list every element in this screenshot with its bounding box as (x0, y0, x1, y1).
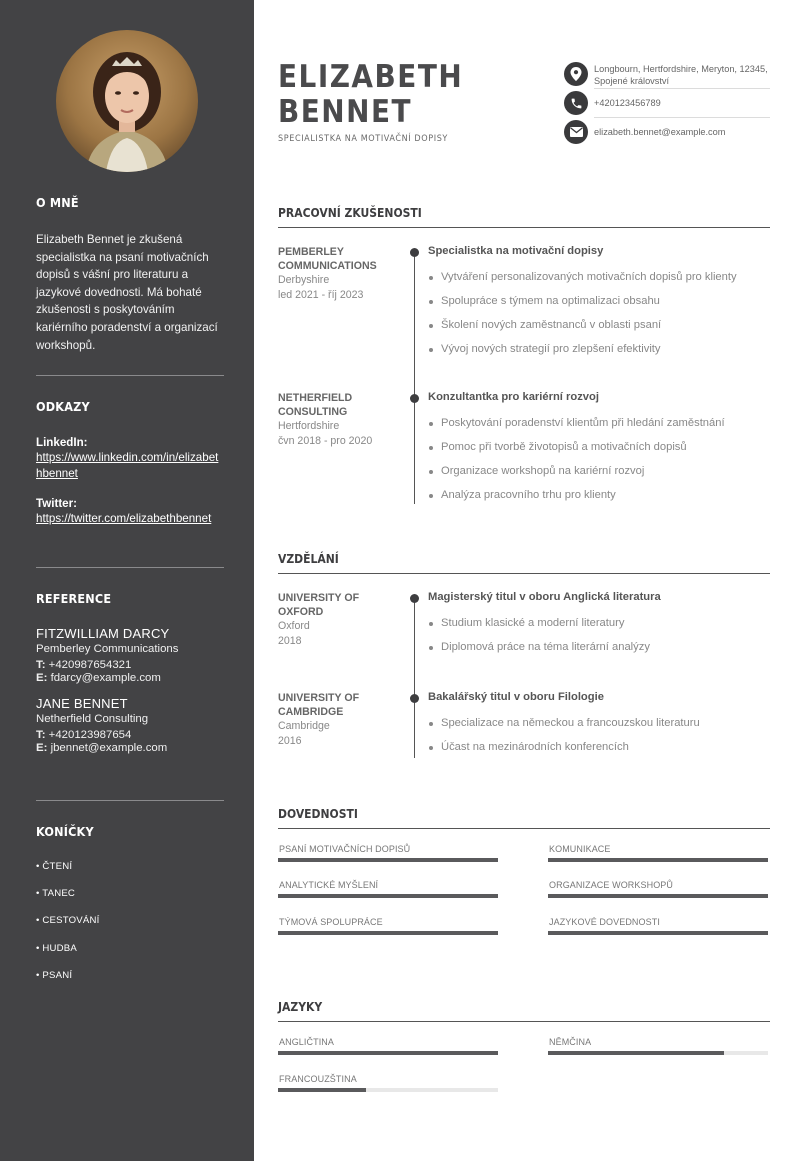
skill-item (278, 880, 498, 898)
org-name: COMMUNICATIONS (278, 260, 377, 272)
education-entry-org (278, 591, 398, 648)
reference-company: Netherfield Consulting (36, 713, 149, 725)
reference-item (36, 626, 224, 684)
section-rule (278, 227, 770, 228)
bullet-item: Organizace workshopů na kariérní rozvoj (428, 465, 725, 489)
bullet-item: Specializace na německou a francouzskou literaturu (428, 717, 700, 741)
reference-email: E: fdarcy@example.com (36, 672, 161, 684)
languages-title: JAZYKY (278, 1000, 323, 1014)
language-bar-fill (278, 1051, 498, 1055)
org-name: PEMBERLEY (278, 246, 344, 258)
hobbies-title: KONÍČKY (36, 824, 94, 839)
reference-company: Pemberley Communications (36, 643, 179, 655)
skill-item (548, 917, 768, 935)
language-bar (548, 1051, 768, 1055)
contact-block (564, 62, 770, 152)
org-dates: 2018 (278, 634, 302, 647)
name-last: BENNET (278, 94, 413, 130)
role-bullets (428, 417, 725, 513)
bullet-item: Účast na mezinárodních konferencích (428, 741, 700, 765)
about-section (36, 195, 224, 354)
sidebar-divider (36, 375, 224, 376)
language-item (548, 1037, 768, 1055)
timeline-dot (410, 694, 419, 703)
job-title: SPECIALISTKA NA MOTIVAČNÍ DOPISY (278, 134, 448, 144)
skill-label: KOMUNIKACE (549, 844, 611, 854)
education-entry-org (278, 691, 398, 748)
org-name: CONSULTING (278, 406, 348, 418)
reference-name: FITZWILLIAM DARCY (36, 626, 170, 641)
reference-item (36, 696, 224, 754)
org-name: OXFORD (278, 606, 324, 618)
skill-label: ANALYTICKÉ MYŠLENÍ (279, 880, 379, 890)
skill-label: PSANÍ MOTIVAČNÍCH DOPISŮ (279, 844, 411, 854)
skill-bar-fill (278, 894, 498, 898)
skill-item (278, 844, 498, 862)
skill-bar (548, 858, 768, 862)
language-label: NĚMČINA (549, 1037, 592, 1047)
language-label: FRANCOUZŠTINA (279, 1074, 357, 1084)
sidebar (0, 0, 254, 1161)
education-timeline (414, 598, 415, 758)
skill-bar (278, 931, 498, 935)
language-item (278, 1074, 498, 1092)
reference-phone: T: +420987654321 (36, 659, 132, 671)
skill-label: TÝMOVÁ SPOLUPRÁCE (279, 917, 383, 927)
language-bar (278, 1088, 498, 1092)
org-dates: led 2021 - říj 2023 (278, 288, 364, 301)
reference-name: JANE BENNET (36, 696, 128, 711)
links-section (36, 399, 224, 527)
hobby-item: • ČTENÍ (36, 861, 73, 872)
sidebar-divider (36, 800, 224, 801)
hobby-item: • HUDBA (36, 942, 78, 954)
sidebar-divider (36, 567, 224, 568)
skill-item (278, 917, 498, 935)
skill-bar-fill (548, 894, 768, 898)
skill-bar-fill (278, 931, 498, 935)
skill-item (548, 844, 768, 862)
org-name: UNIVERSITY OF (278, 692, 360, 704)
contact-divider (594, 88, 770, 89)
skill-bar (548, 931, 768, 935)
role-bullets (428, 271, 737, 367)
org-name: NETHERFIELD (278, 392, 353, 404)
skill-label: JAZYKOVÉ DOVEDNOSTI (549, 917, 660, 927)
skill-bar (548, 894, 768, 898)
profile-photo (56, 30, 198, 172)
twitter-label: Twitter: (36, 497, 78, 510)
org-name: CAMBRIDGE (278, 706, 344, 718)
skill-label: ORGANIZACE WORKSHOPŮ (549, 880, 674, 890)
skill-bar-fill (278, 858, 498, 862)
role-title: Specialistka na motivační dopisy (428, 245, 604, 257)
reference-email: E: jbennet@example.com (36, 742, 168, 754)
phone-icon (564, 91, 588, 115)
linkedin-label: LinkedIn: (36, 436, 88, 449)
email-icon (564, 120, 588, 144)
skill-item (548, 880, 768, 898)
location-pin-icon (564, 62, 588, 86)
contact-phone[interactable]: +420123456789 (594, 98, 661, 108)
language-bar-fill (548, 1051, 724, 1055)
bullet-item: Diplomová práce na téma literární analýzy (428, 641, 650, 665)
org-place: Derbyshire (278, 274, 330, 286)
hobbies-list (36, 861, 224, 997)
language-label: ANGLIČTINA (279, 1037, 335, 1047)
org-place: Oxford (278, 620, 310, 632)
bullet-item: Studium klasické a moderní literatury (428, 617, 650, 641)
about-text: Elizabeth Bennet je zkušená specialistka na psaní motivačních dopisů s vášní pro literaturu a jazykové dovednosti. Má bohaté zkušenosti s poskytováním kariérního poradenství a organizací workshopů. (36, 233, 218, 352)
org-place: Hertfordshire (278, 420, 340, 432)
bullet-item: Spolupráce s týmem na optimalizaci obsahu (428, 295, 737, 319)
about-title: O MNĚ (36, 195, 79, 210)
org-name: UNIVERSITY OF (278, 592, 360, 604)
degree-title: Bakalářský titul v oboru Filologie (428, 691, 604, 703)
hobby-item: • TANEC (36, 888, 76, 900)
education-title: VZDĚLÁNÍ (278, 552, 339, 566)
references-title: REFERENCE (36, 591, 112, 606)
experience-title: PRACOVNÍ ZKUŠENOSTI (278, 206, 422, 220)
org-dates: 2016 (278, 734, 302, 747)
timeline-dot (410, 394, 419, 403)
language-bar-fill (278, 1088, 366, 1092)
bullet-item: Poskytování poradenství klientům při hledání zaměstnání (428, 417, 725, 441)
degree-title: Magisterský titul v oboru Anglická literatura (428, 591, 661, 603)
reference-phone: T: +420123987654 (36, 729, 132, 741)
experience-entry-org (278, 391, 398, 448)
skills-title: DOVEDNOSTI (278, 807, 358, 821)
language-item (278, 1037, 498, 1055)
bullet-item: Školení nových zaměstnanců v oblasti psaní (428, 319, 737, 343)
contact-divider (594, 117, 770, 118)
link-linkedin (36, 436, 224, 482)
bullet-item: Vývoj nových strategií pro zlepšení efektivity (428, 343, 737, 367)
hobby-item: • PSANÍ (36, 969, 73, 981)
role-title: Konzultantka pro kariérní rozvoj (428, 391, 599, 403)
references-section (36, 591, 224, 754)
contact-address: Longbourn, Hertfordshire, Meryton, 12345, Spojené království (594, 64, 768, 86)
section-rule (278, 828, 770, 829)
experience-entry-org (278, 245, 398, 302)
skill-bar-fill (548, 858, 768, 862)
name-first: ELIZABETH (278, 59, 464, 95)
degree-bullets (428, 717, 700, 765)
section-rule (278, 573, 770, 574)
twitter-url[interactable]: https://twitter.com/elizabethbennet (36, 512, 212, 525)
degree-bullets (428, 617, 650, 665)
person-name (278, 60, 463, 130)
bullet-item: Pomoc při tvorbě životopisů a motivačních dopisů (428, 441, 725, 465)
timeline-dot (410, 594, 419, 603)
skill-bar (278, 858, 498, 862)
skill-bar-fill (548, 931, 768, 935)
linkedin-url[interactable]: https://www.linkedin.com/in/elizabethbennet (36, 451, 219, 480)
org-place: Cambridge (278, 720, 330, 732)
timeline-dot (410, 248, 419, 257)
hobby-item: • CESTOVÁNÍ (36, 915, 100, 927)
language-bar (278, 1051, 498, 1055)
bullet-item: Vytváření personalizovaných motivačních dopisů pro klienty (428, 271, 737, 295)
hobbies-section (36, 824, 224, 997)
bullet-item: Analýza pracovního trhu pro klienty (428, 489, 725, 513)
experience-timeline (414, 252, 415, 504)
links-title: ODKAZY (36, 399, 90, 414)
contact-email[interactable]: elizabeth.bennet@example.com (594, 127, 726, 137)
section-rule (278, 1021, 770, 1022)
org-dates: čvn 2018 - pro 2020 (278, 434, 373, 447)
link-twitter (36, 497, 224, 527)
skill-bar (278, 894, 498, 898)
